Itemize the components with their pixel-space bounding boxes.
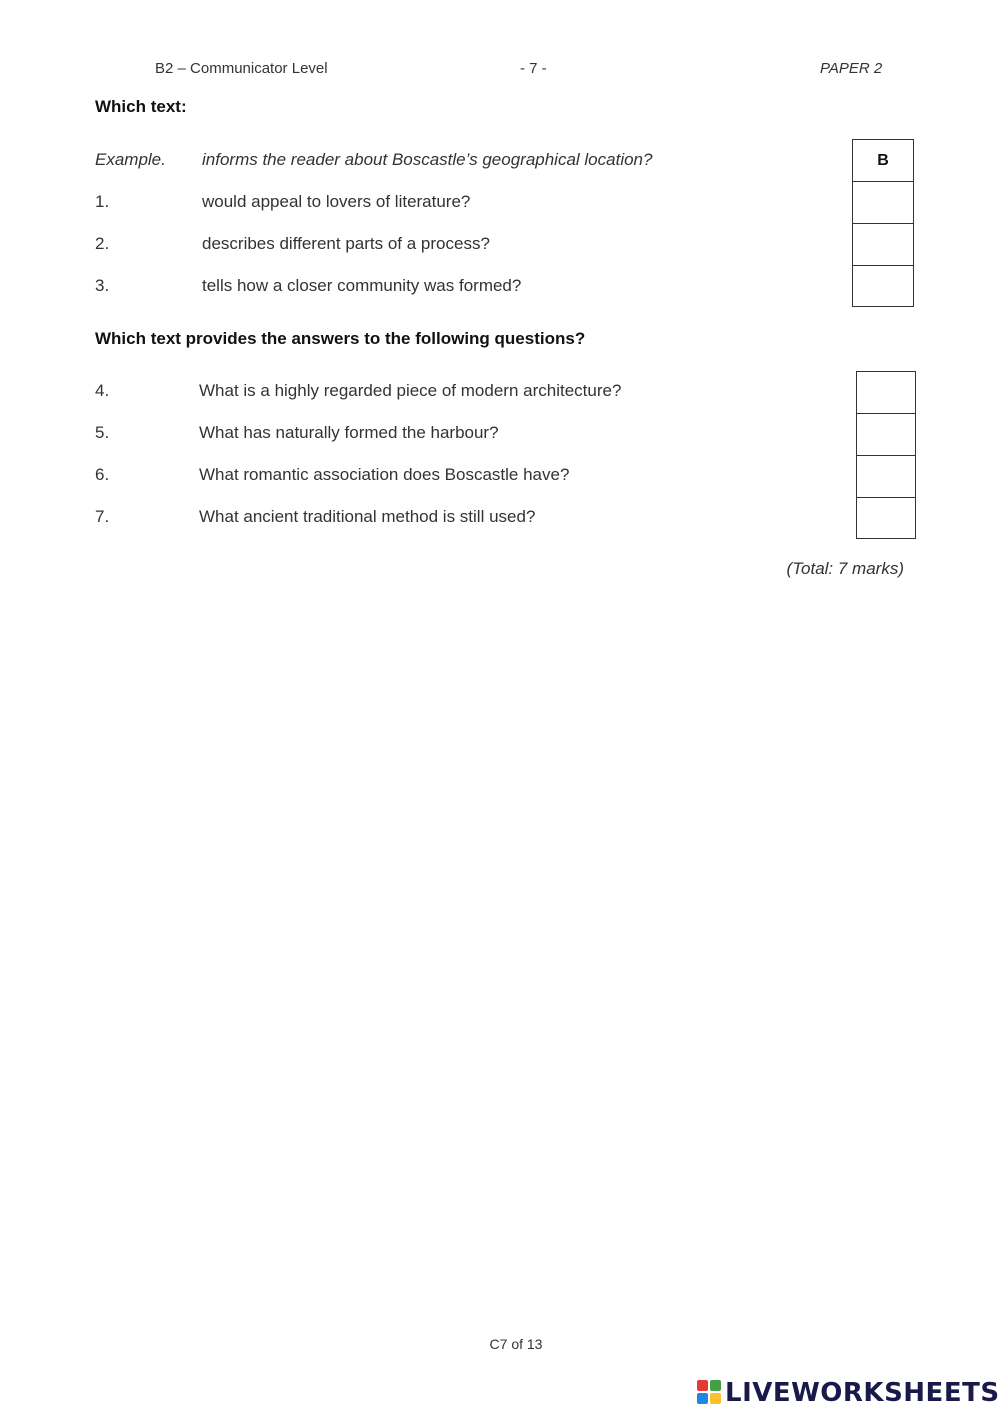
question-7-number: 7. <box>95 507 110 526</box>
question-5-number: 5. <box>95 423 110 442</box>
footer-page-count: C7 of 13 <box>489 1336 543 1352</box>
answer-box-1[interactable] <box>852 181 914 224</box>
question-2-row <box>95 234 835 258</box>
answer-box-5[interactable] <box>856 413 916 456</box>
question-5-row <box>95 423 835 447</box>
section1-title: Which text: <box>95 97 187 116</box>
question-6-row <box>95 465 835 489</box>
question-4-row <box>95 381 835 405</box>
header-page-number: - 7 - <box>520 60 547 77</box>
question-2-text: describes different parts of a process? <box>202 234 490 253</box>
question-1-row <box>95 192 835 216</box>
question-6-number: 6. <box>95 465 110 484</box>
question-1-number: 1. <box>95 192 110 211</box>
question-3-row <box>95 276 835 300</box>
section2-title: Which text provides the answers to the following questions? <box>95 329 586 348</box>
question-4-number: 4. <box>95 381 110 400</box>
question-7-row <box>95 507 835 531</box>
answer-box-3[interactable] <box>852 265 914 307</box>
liveworksheets-logo[interactable] <box>697 1376 1000 1410</box>
example-answer-box: B <box>852 139 914 182</box>
example-label: Example. <box>95 150 166 169</box>
question-1-text: would appeal to lovers of literature? <box>202 192 471 211</box>
liveworksheets-logo-icon <box>697 1380 723 1406</box>
answer-box-4[interactable] <box>856 371 916 414</box>
question-5-text: What has naturally formed the harbour? <box>199 423 499 442</box>
answer-box-2[interactable] <box>852 223 914 266</box>
answer-box-7[interactable] <box>856 497 916 539</box>
question-4-text: What is a highly regarded piece of modern architecture? <box>199 381 622 400</box>
question-3-number: 3. <box>95 276 110 295</box>
answer-box-6[interactable] <box>856 455 916 498</box>
question-3-text: tells how a closer community was formed? <box>202 276 522 295</box>
question-6-text: What romantic association does Boscastle have? <box>199 465 570 484</box>
header-level: B2 – Communicator Level <box>155 60 328 77</box>
example-row <box>95 150 835 174</box>
question-2-number: 2. <box>95 234 110 253</box>
example-text: informs the reader about Boscastle’s geographical location? <box>202 150 653 169</box>
header-paper: PAPER 2 <box>820 60 883 77</box>
total-marks: (Total: 7 marks) <box>786 559 904 578</box>
question-7-text: What ancient traditional method is still used? <box>199 507 536 526</box>
liveworksheets-logo-text: LIVEWORKSHEETS <box>725 1378 1000 1408</box>
